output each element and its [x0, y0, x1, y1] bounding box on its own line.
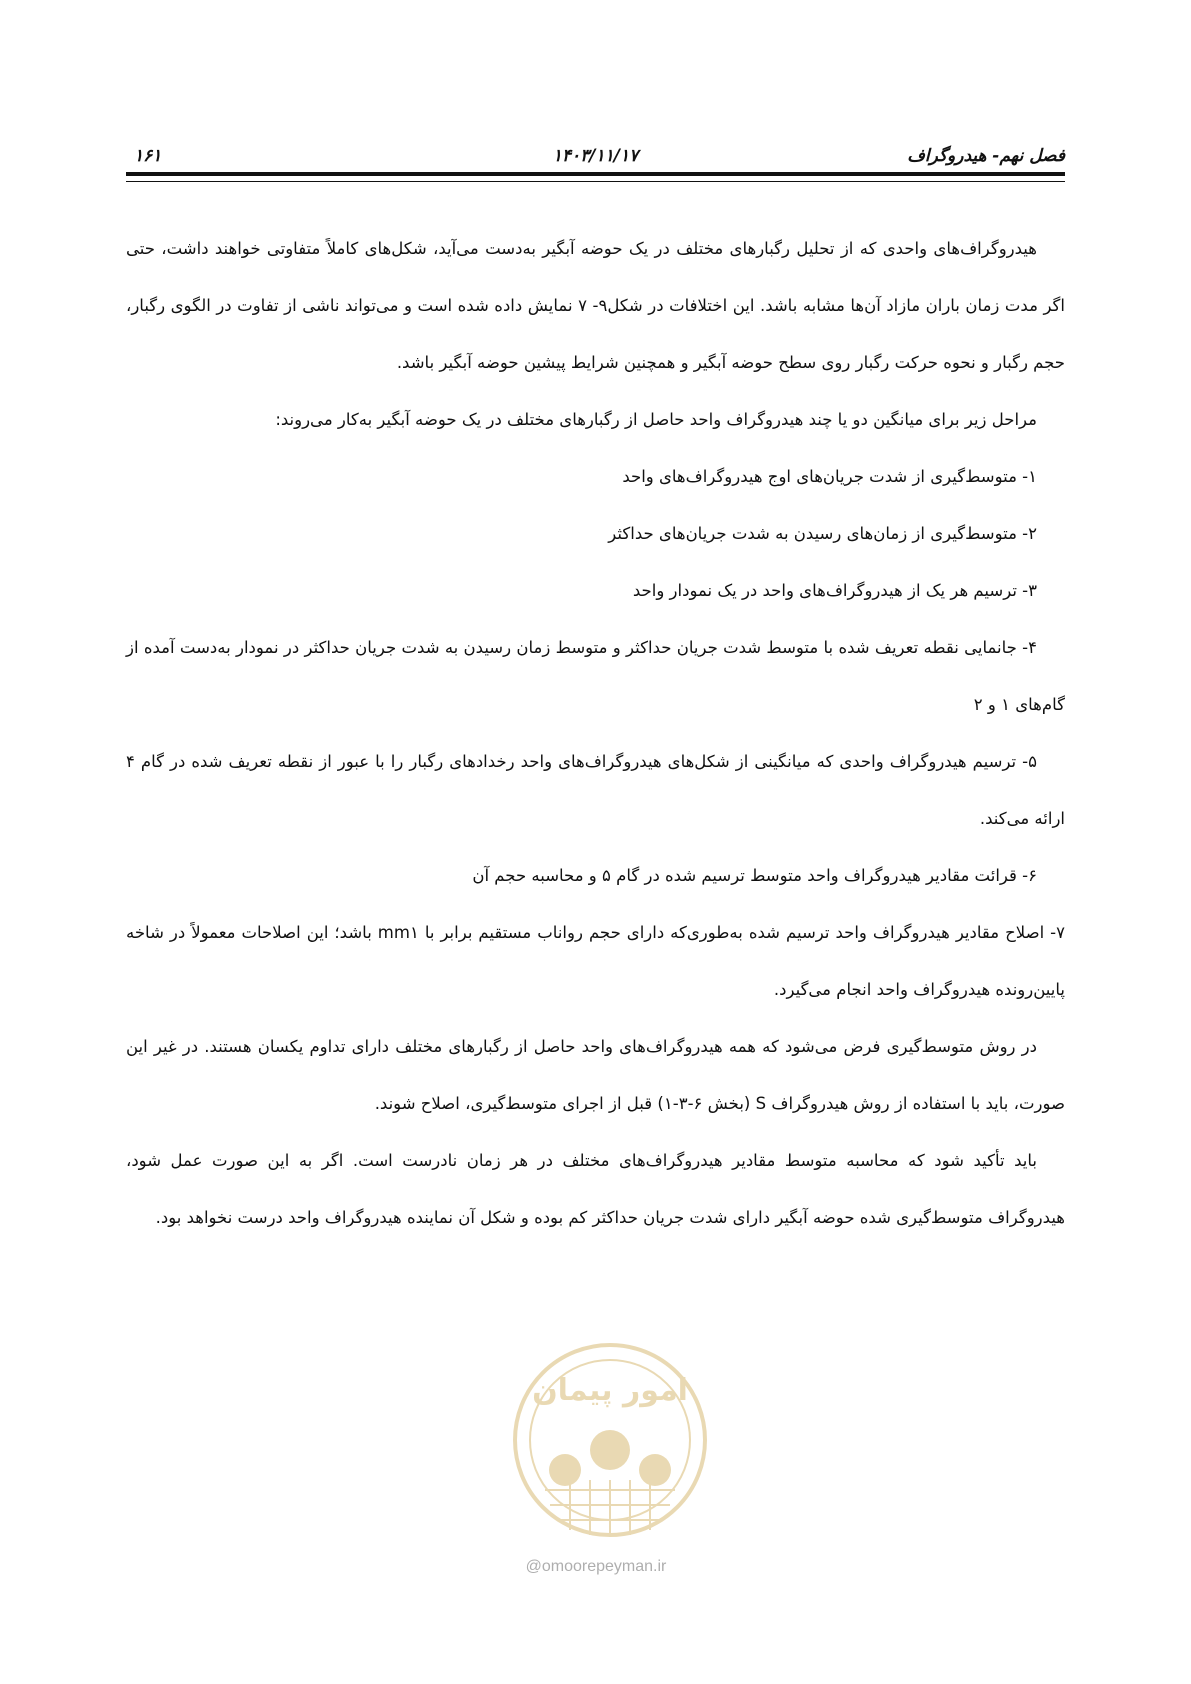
watermark-logo-text: امور پیمان [532, 1373, 688, 1408]
step-item: ۶- قرائت مقادیر هیدروگراف واحد متوسط ترسیم شده در گام ۵ و محاسبه حجم آن [472, 866, 1037, 885]
header-date: ۱۴۰۳/۱۱/۱۷ [552, 146, 639, 166]
header-rule-thick [126, 172, 1065, 176]
header-rule-thin [126, 181, 1065, 182]
paragraph-averaging: در روش متوسط‌گیری فرض می‌شود که همه هیدروگراف‌های واحد حاصل از رگبارهای مختلف دارای تداوم یکسان هستند. در غیر این صورت، باید با استفاده از روش هیدروگراف S (بخش ۶-۳-۱) قبل از اجرای متوسط‌گیری، اصلاح شوند. [126, 1037, 1065, 1113]
watermark-site: @omoorepeyman.ir [525, 1558, 667, 1575]
paragraph-warning: باید تأکید شود که محاسبه متوسط مقادیر هیدروگراف‌های مختلف در هر زمان نادرست است. اگر به این صورت عمل شود، هیدروگراف متوسط‌گیری شده حوضه آبگیر دارای شدت جریان حداکثر کم بوده و شکل آن نماینده هیدروگراف واحد درست نخواهد بود. [126, 1151, 1065, 1227]
paragraph-intro: هیدروگراف‌های واحدی که از تحلیل رگبارهای مختلف در یک حوضه آبگیر به‌دست می‌آید، شکل‌های کاملاً متفاوتی خواهند داشت، حتی اگر مدت زمان باران مازاد آن‌ها مشابه باشد. این اختلافات در شکل۹- ۷ نمایش داده شده است و می‌تواند ناشی از تفاوت در الگوی رگبار، حجم رگبار و نحوه حرکت رگبار روی سطح حوضه آبگیر و همچنین شرایط پیشین حوضه آبگیر باشد. [126, 239, 1065, 372]
page-number: ۱۶۱ [134, 146, 162, 166]
step-item: ۲- متوسط‌گیری از زمان‌های رسیدن به شدت جریان‌های حداکثر [608, 524, 1037, 543]
step-item: ۳- ترسیم هر یک از هیدروگراف‌های واحد در یک نمودار واحد [632, 581, 1037, 600]
step-item: ۴- جانمایی نقطه تعریف شده با متوسط شدت جریان حداکثر و متوسط زمان رسیدن به شدت جریان حداکثر در نمودار به‌دست آمده از گام‌های ۱ و ۲ [126, 638, 1065, 714]
step-item: ۱- متوسط‌گیری از شدت جریان‌های اوج هیدروگراف‌های واحد [622, 467, 1037, 486]
paragraph-steps-intro: مراحل زیر برای میانگین دو یا چند هیدروگراف واحد حاصل از رگبارهای مختلف در یک حوضه آبگیر به‌کار می‌روند: [275, 410, 1037, 429]
step-item: ۵- ترسیم هیدروگراف واحدی که میانگینی از شکل‌های هیدروگراف‌های واحد رخدادهای رگبار را با عبور از نقطه تعریف شده در گام ۴ ارائه می‌کند. [126, 752, 1065, 828]
chapter-title: فصل نهم- هیدروگراف [907, 146, 1065, 166]
page-header [126, 140, 1065, 170]
body-text [126, 220, 1065, 1246]
step-item: ۷- اصلاح مقادیر هیدروگراف واحد ترسیم شده به‌طوری‌که دارای حجم رواناب مستقیم برابر با mm۱ باشد؛ این اصلاحات معمولاً در شاخه پایین‌رونده هیدروگراف واحد انجام می‌گیرد. [126, 923, 1065, 999]
